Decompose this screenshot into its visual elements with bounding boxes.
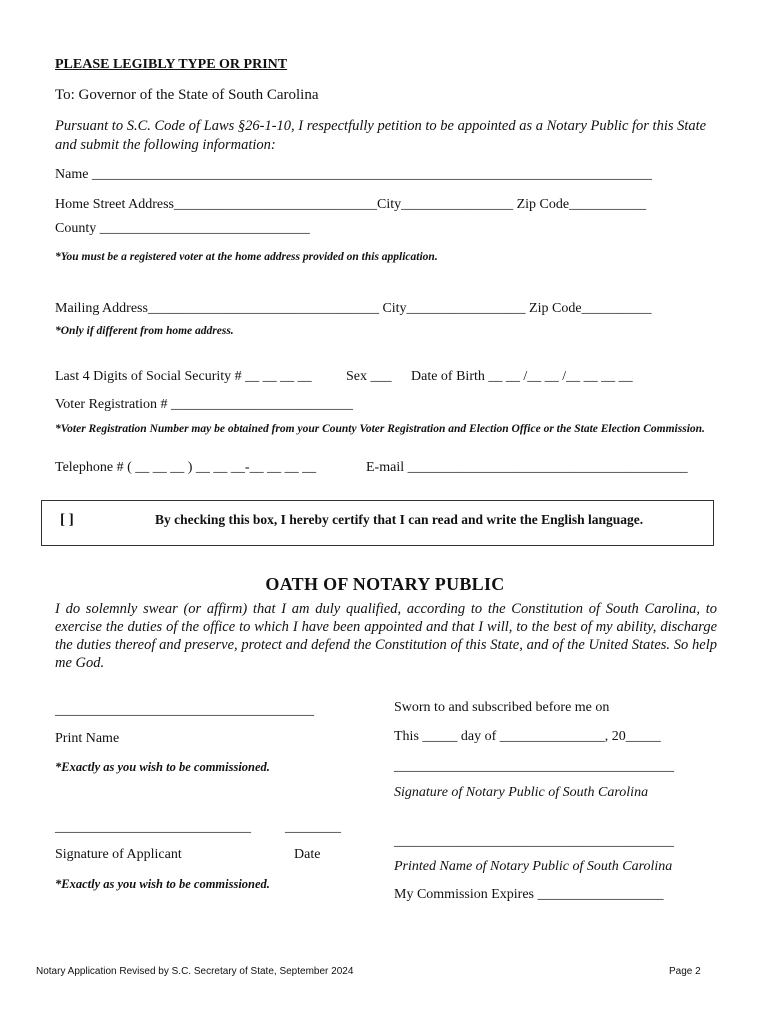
petition-statement: Pursuant to S.C. Code of Laws §26-1-10, I respectfully petition to be appointed as a Notary Public for this State and submit the following information: (55, 118, 707, 153)
oath-text: I do solemnly swear (or affirm) that I am duly qualified, according to the Constitution of South Carolina, to exercise the duties of the office to which I have been appointed and that I will, to the best of my ability, discharge the duties thereof and preserve, protect and defend the Constitution of this State, and of the United States. So help me God. (55, 601, 717, 671)
certification-box (41, 500, 714, 546)
applicant-signature-label: Signature of Applicant (55, 847, 182, 862)
voter-registration-field[interactable]: Voter Registration # __________________________ (55, 397, 354, 412)
applicant-signature-line[interactable]: ____________________________ (55, 820, 251, 835)
date-label: Date (294, 847, 321, 862)
addressee: To: Governor of the State of South Carolina (55, 87, 319, 103)
date-line[interactable]: ________ (285, 820, 341, 835)
notary-signature-label: Signature of Notary Public of South Carolina (394, 785, 649, 800)
voter-note: *You must be a registered voter at the home address provided on this application. (55, 251, 438, 263)
english-checkbox[interactable]: [ ] (60, 512, 74, 528)
signature-note: *Exactly as you wish to be commissioned. (55, 877, 270, 891)
print-name-line[interactable]: _____________________________________ (55, 703, 314, 718)
print-name-label: Print Name (55, 731, 120, 746)
mailing-address-field[interactable]: Mailing Address_________________________________ City_________________ Zip Code__________ (55, 301, 652, 316)
sworn-date-field[interactable]: This _____ day of _______________, 20_____ (394, 729, 661, 744)
footer-revision: Notary Application Revised by S.C. Secretary of State, September 2024 (36, 966, 354, 977)
notary-signature-line[interactable]: ________________________________________ (394, 759, 674, 774)
sworn-statement: Sworn to and subscribed before me on (394, 700, 610, 715)
telephone-field[interactable]: Telephone # ( __ __ __ ) __ __ __-__ __ __ __ (55, 460, 317, 475)
home-address-field[interactable]: Home Street Address_____________________________City________________ Zip Code___________ (55, 197, 647, 212)
email-field[interactable]: E-mail ________________________________________ (366, 460, 688, 475)
ssn-field[interactable]: Last 4 Digits of Social Security # __ __ __ __ (55, 369, 312, 384)
page-number: Page 2 (669, 966, 701, 977)
notary-name-line[interactable]: ________________________________________ (394, 834, 674, 849)
voter-registration-note: *Voter Registration Number may be obtained from your County Voter Registration and Election Office or the State Election Commission. (55, 423, 705, 435)
name-field[interactable]: Name ________________________________________________________________________________ (55, 167, 652, 182)
notary-name-label: Printed Name of Notary Public of South Carolina (394, 859, 673, 874)
oath-title: OATH OF NOTARY PUBLIC (265, 574, 505, 594)
form-instruction: PLEASE LEGIBLY TYPE OR PRINT (55, 57, 288, 72)
mailing-note: *Only if different from home address. (55, 325, 234, 337)
commission-expires-field[interactable]: My Commission Expires __________________ (394, 887, 664, 902)
dob-field[interactable]: Date of Birth __ __ /__ __ /__ __ __ __ (411, 369, 633, 384)
print-name-note: *Exactly as you wish to be commissioned. (55, 760, 270, 774)
county-field[interactable]: County ______________________________ (55, 221, 310, 236)
sex-field[interactable]: Sex ___ (346, 369, 392, 384)
certification-text: By checking this box, I hereby certify that I can read and write the English language. (155, 512, 644, 527)
